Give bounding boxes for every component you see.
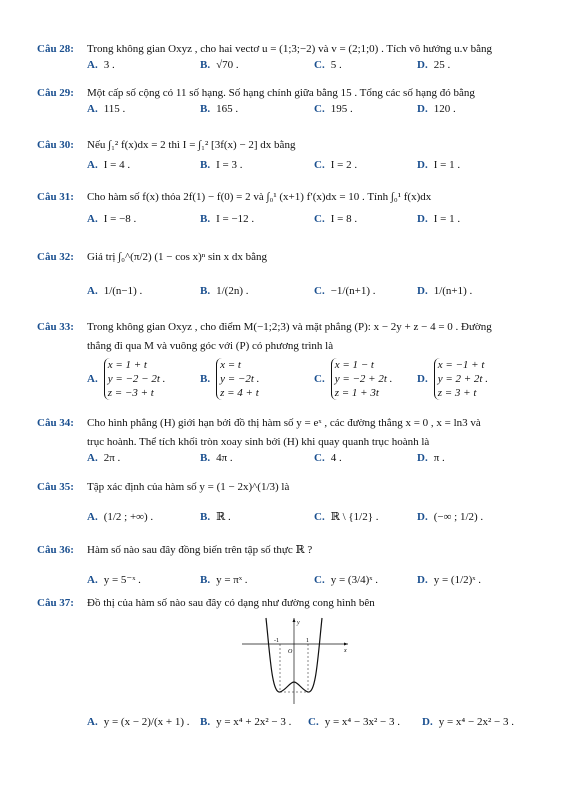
option-d[interactable]: D. 25 . [417, 59, 451, 71]
x-axis-arrow [344, 643, 348, 646]
tick-minus-one: -1 [274, 638, 279, 644]
question-37 [37, 596, 546, 611]
question-number: Câu 37: [37, 597, 74, 609]
question-number: Câu 31: [37, 191, 74, 203]
option-c[interactable]: C. x = 1 − t y = −2 + 2t . z = 1 + 3t [314, 359, 393, 399]
option-c[interactable]: C. 4 . [314, 452, 342, 464]
option-d[interactable]: D. I = 1 . [417, 159, 461, 171]
question-number: Câu 35: [37, 481, 74, 493]
option-b[interactable]: B. I = −12 . [200, 213, 255, 225]
equation-system: x = −1 + t y = 2 + 2t . z = 3 + t [434, 358, 488, 400]
question-text: Cho hàm số f(x) thỏa 2f(1) − f(0) = 2 và ∫₀¹ (x+1) f′(x)dx = 10 . Tính ∫₀¹ f(x)dx [87, 191, 432, 203]
option-d[interactable]: D. y = (1/2)ˣ . [417, 574, 481, 586]
equation-system: x = 1 + t y = −2 − 2t . z = −3 + t [104, 358, 166, 400]
question-29 [37, 86, 546, 119]
option-c[interactable]: C. y = x⁴ − 3x² − 3 . [308, 716, 400, 728]
question-37-options [37, 714, 546, 738]
option-d[interactable]: D. y = x⁴ − 2x² − 3 . [422, 716, 514, 728]
option-a[interactable]: A. (1/2 ; +∞) . [87, 511, 154, 523]
option-d[interactable]: D. I = 1 . [417, 213, 461, 225]
question-33 [37, 320, 546, 408]
option-b[interactable]: B. 165 . [200, 103, 239, 115]
question-text-cont: trục hoành. Thể tích khối tròn xoay sinh bởi (H) khi quay quanh trục hoành là [87, 436, 430, 448]
question-35 [37, 480, 546, 527]
option-a[interactable]: A. 1/(n−1) . [87, 285, 143, 297]
option-d[interactable]: D. x = −1 + t y = 2 + 2t . z = 3 + t [417, 359, 488, 399]
option-c[interactable]: C. 195 . [314, 103, 353, 115]
question-text: Giá trị ∫₀^(π/2) (1 − cos x)ⁿ sin x dx bằng [87, 251, 267, 263]
question-number: Câu 32: [37, 251, 74, 263]
option-d[interactable]: D. (−∞ ; 1/2) . [417, 511, 484, 523]
question-number: Câu 29: [37, 87, 74, 99]
option-b[interactable]: B. x = t y = −2t . z = 4 + t [200, 359, 260, 399]
function-graph [238, 616, 350, 706]
question-number: Câu 36: [37, 544, 74, 556]
option-b[interactable]: B. 1/(2n) . [200, 285, 249, 297]
question-number: Câu 34: [37, 417, 74, 429]
question-text: Cho hình phẳng (H) giới hạn bởi đồ thị hàm số y = eˣ , các đường thẳng x = 0 , x = ln3 và [87, 417, 481, 429]
option-c[interactable]: C. 5 . [314, 59, 342, 71]
option-b[interactable]: B. y = πˣ . [200, 574, 248, 586]
question-number: Câu 33: [37, 321, 74, 333]
question-36 [37, 543, 546, 590]
question-text: Một cấp số cộng có 11 số hạng. Số hạng chính giữa bằng 15 . Tổng các số hạng đó bằng [87, 87, 475, 99]
option-b[interactable]: B. ℝ . [200, 511, 231, 523]
question-32 [37, 250, 546, 301]
question-34 [37, 416, 546, 468]
equation-system: x = t y = −2t . z = 4 + t [216, 358, 259, 400]
option-d[interactable]: D. 120 . [417, 103, 456, 115]
question-text: Trong không gian Oxyz , cho hai vectơ u = (1;3;−2) và v = (2;1;0) . Tích vô hướng u.v bằng [87, 43, 492, 55]
option-a[interactable]: A. 115 . [87, 103, 126, 115]
option-d[interactable]: D. 1/(n+1) . [417, 285, 473, 297]
option-b[interactable]: B. 4π . [200, 452, 233, 464]
y-axis-arrow [293, 618, 296, 622]
question-number: Câu 30: [37, 139, 74, 151]
option-c[interactable]: C. y = (3/4)ˣ . [314, 574, 378, 586]
question-31 [37, 190, 546, 229]
option-d[interactable]: D. π . [417, 452, 445, 464]
question-text: Nếu ∫₁² f(x)dx = 2 thì I = ∫₁² [3f(x) − 2] dx bằng [87, 139, 296, 151]
option-a[interactable]: A. y = 5⁻ˣ . [87, 574, 141, 586]
option-a[interactable]: A. I = −8 . [87, 213, 137, 225]
option-a[interactable]: A. 2π . [87, 452, 121, 464]
option-b[interactable]: B. y = x⁴ + 2x² − 3 . [200, 716, 292, 728]
option-c[interactable]: C. ℝ \ {1/2} . [314, 511, 379, 523]
option-a[interactable]: A. 3 . [87, 59, 115, 71]
question-text: Trong không gian Oxyz , cho điểm M(−1;2;3) và mặt phẳng (P): x − 2y + z − 4 = 0 . Đường [87, 321, 492, 333]
question-text: Tập xác định của hàm số y = (1 − 2x)^(1/3) là [87, 481, 290, 493]
question-text-cont: thẳng đi qua M và vuông góc với (P) có phương trình là [87, 340, 334, 352]
tick-one: 1 [306, 638, 309, 644]
question-number: Câu 28: [37, 43, 74, 55]
origin-label: O [288, 649, 293, 655]
option-c[interactable]: C. I = 8 . [314, 213, 358, 225]
option-a[interactable]: A. I = 4 . [87, 159, 131, 171]
equation-system: x = 1 − t y = −2 + 2t . z = 1 + 3t [331, 358, 393, 400]
option-c[interactable]: C. −1/(n+1) . [314, 285, 376, 297]
y-label: y [297, 620, 300, 626]
option-c[interactable]: C. I = 2 . [314, 159, 358, 171]
option-b[interactable]: B. I = 3 . [200, 159, 243, 171]
question-text: Hàm số nào sau đây đồng biến trên tập số thực ℝ ? [87, 544, 313, 556]
question-30 [37, 138, 546, 175]
option-b[interactable]: B. √70 . [200, 59, 239, 71]
option-a[interactable]: A. y = (x − 2)/(x + 1) . [87, 716, 190, 728]
question-text: Đồ thị của hàm số nào sau đây có dạng như đường cong hình bên [87, 597, 375, 609]
option-a[interactable]: A. x = 1 + t y = −2 − 2t . z = −3 + t [87, 359, 166, 399]
question-28 [37, 42, 546, 75]
x-label: x [344, 648, 347, 654]
